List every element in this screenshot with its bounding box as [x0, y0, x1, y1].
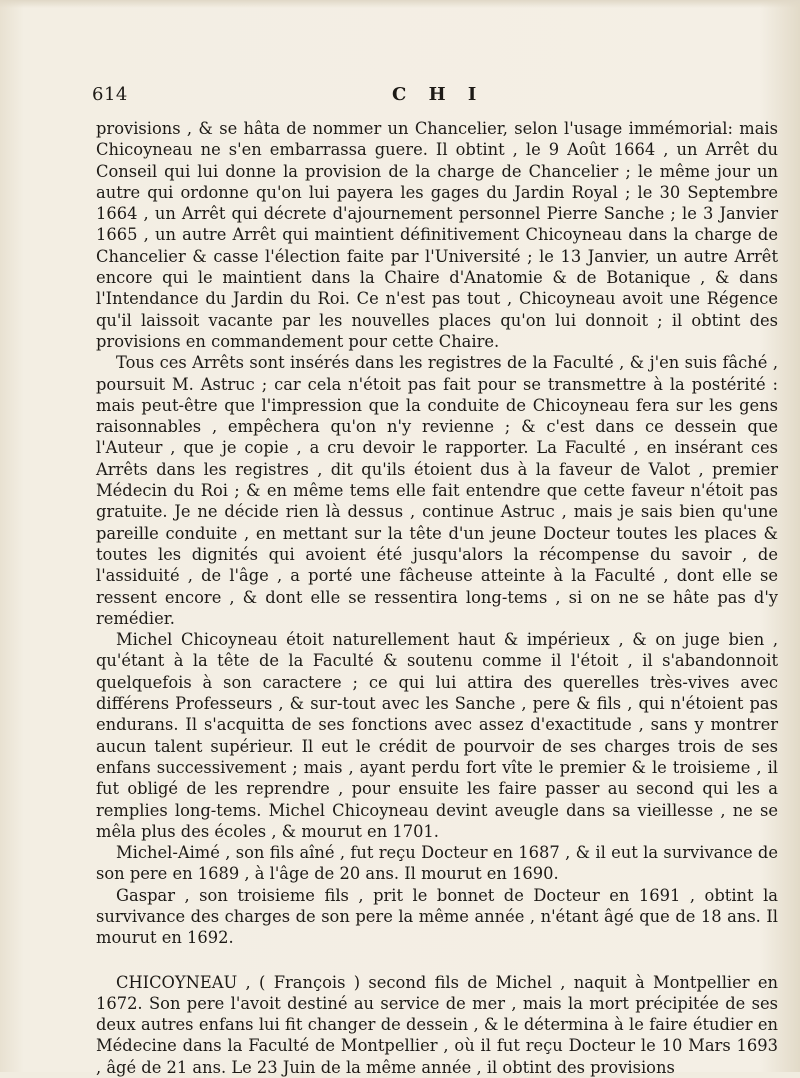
- paragraph-gaspar: Gaspar , son troisieme fils , prit le bonnet de Docteur en 1691 , obtint la survivance des charges de son pere la même année , n'étant âgé que de 18 ans. Il mourut en 1692.: [96, 885, 778, 948]
- page-number: 614: [92, 84, 128, 105]
- paragraph-michel-aime: Michel-Aimé , son fils aîné , fut reçu Docteur en 1687 , & il eut la survivance de son pere en 1689 , à l'âge de 20 ans. Il mourut en 1690.: [96, 843, 778, 884]
- section-spacer: [96, 949, 778, 972]
- paragraph-astruc-commentary: Tous ces Arrêts sont insérés dans les registres de la Faculté , & j'en suis fâché , poursuit M. Astruc ; car cela n'étoit pas fait pour se transmettre à la postérité : mais peut-être que l'impression que la conduite de Chicoyneau fera sur les gens raisonnables , empêchera qu'on n'y revienne ; & c'est dans ce dessein que l'Auteur , que je copie , a cru devoir le rapporter. La Faculté , en insérant ces Arrêts dans les registres , dit qu'ils étoient dus à la faveur de Valot , premier Médecin du Roi ; & en même tems elle fait entendre que cette faveur n'étoit pas gratuite. Je ne décide rien là dessus , continue Astruc , mais je sais bien qu'une pareille conduite , en mettant sur la tête d'un jeune Docteur toutes les places & toutes les dignités qui avoient été jusqu'alors la récompense du savoir , de l'assiduité , de l'âge , a porté une fâcheuse atteinte à la Faculté , dont elle se ressent encore , & dont elle se ressentira long-tems , si on ne se hâte pas d'y remédier.: [96, 353, 778, 628]
- running-title: C H I: [392, 84, 485, 105]
- paragraph-michel-chicoyneau: Michel Chicoyneau étoit naturellement haut & impérieux , & on juge bien , qu'étant à la tête de la Faculté & soutenu comme il l'étoit , il s'abandonnoit quelquefois à son caractere ; ce qui lui attira des querelles très-vives avec différens Professeurs , & sur-tout avec les Sanche , pere & fils , qui n'étoient pas endurans. Il s'acquitta de ses fonctions avec assez d'exactitude , sans y montrer aucun talent supérieur. Il eut le crédit de pourvoir de ses charges trois de ses enfans successivement ; mais , ayant perdu fort vîte le premier & le troisieme , il fut obligé de les reprendre , pour ensuite les faire passer au second qui les a remplies long-tems. Michel Chicoyneau devint aveugle dans sa vieillesse , ne se mêla plus des écoles , & mourut en 1701.: [96, 630, 778, 841]
- entry-francois-chicoyneau: CHICOYNEAU , ( François ) second fils de Michel , naquit à Montpellier en 1672. Son pere l'avoit destiné au service de mer , mais la mort précipitée de ses deux autres enfans lui fit changer de dessein , & le détermina à le faire étudier en Médecine dans la Faculté de Montpellier , où il fut reçu Docteur le 10 Mars 1693 , âgé de 21 ans. Le 23 Juin de la même année , il obtint des provisions: [96, 972, 778, 1077]
- page-header: [92, 84, 772, 110]
- page-edge-shadow: [0, 0, 800, 8]
- body-text: [96, 118, 778, 1078]
- paragraph-arrets-list: provisions , & se hâta de nommer un Chancelier, selon l'usage immémorial: mais Chicoyneau ne s'en embarrassa guere. Il obtint , le 9 Août 1664 , un Arrêt du Conseil qui lui donne la provision de la charge de Chancelier ; le même jour un autre qui ordonne qu'on lui payera les gages du Jardin Royal ; le 30 Septembre 1664 , un Arrêt qui décrete d'ajournement personnel Pierre Sanche ; le 3 Janvier 1665 , un autre Arrêt qui maintient définitivement Chicoyneau dans la charge de Chancelier & casse l'élection faite par l'Université ; le 13 Janvier, un autre Arrêt encore qui le maintient dans la Chaire d'Anatomie & de Botanique , & dans l'Intendance du Jardin du Roi. Ce n'est pas tout , Chicoyneau avoit une Régence qu'il laissoit vacante par les nouvelles places qu'on lui donnoit ; il obtint des provisions en commandement pour cette Chaire.: [96, 119, 778, 351]
